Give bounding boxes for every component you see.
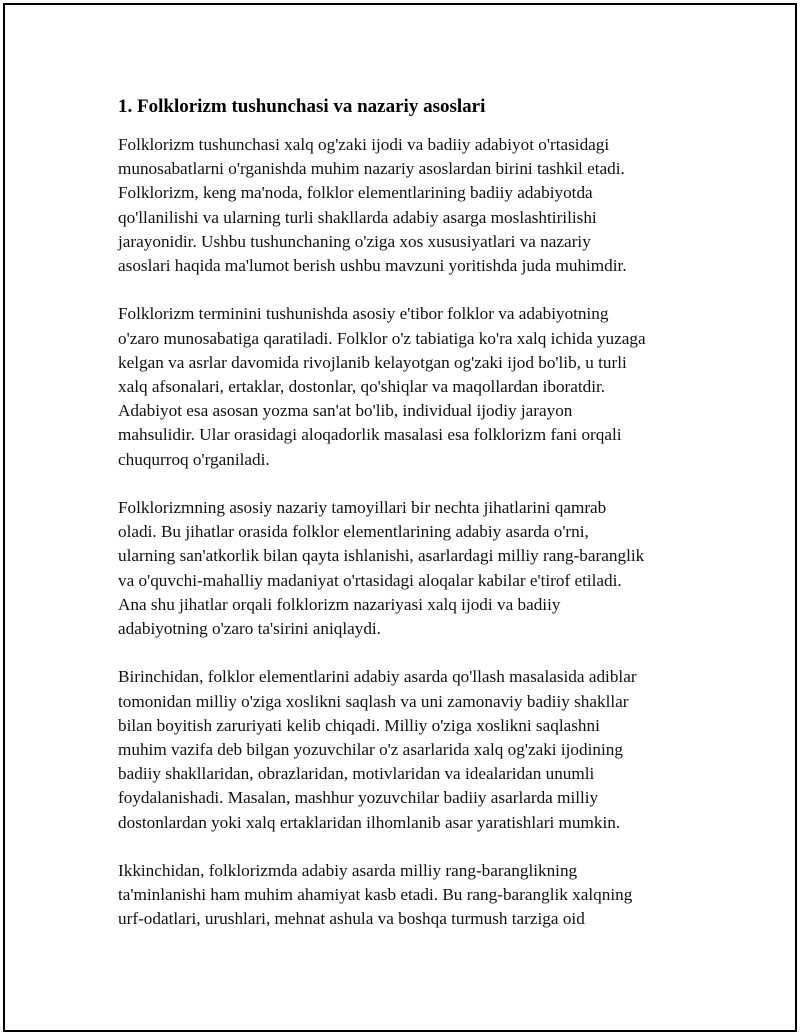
text-line: Folklorizm, keng ma'noda, folklor elementlarining badiiy adabiyotda <box>118 183 593 203</box>
text-line: adabiyotning o'zaro ta'sirini aniqlaydi. <box>118 619 381 639</box>
text-line: Ikkinchidan, folklorizmda adabiy asarda milliy rang-baranglikning <box>118 861 578 881</box>
paragraph <box>118 665 718 834</box>
text-line: qo'llanilishi va ularning turli shakllarda adabiy asarga moslashtirilishi <box>118 207 597 227</box>
text-line: muhim vazifa deb bilgan yozuvchilar o'z asarlarida xalq og'zaki ijodining <box>118 740 623 760</box>
body-text <box>118 133 718 956</box>
text-line: Birinchidan, folklor elementlarini adabiy asarda qo'llash masalasida adiblar <box>118 667 637 687</box>
text-line: asoslari haqida ma'lumot berish ushbu mavzuni yoritishda juda muhimdir. <box>118 256 627 276</box>
text-line: Folklorizm tushunchasi xalq og'zaki ijodi va badiiy adabiyot o'rtasidagi <box>118 135 610 154</box>
text-line: chuqurroq o'rganiladi. <box>118 449 270 469</box>
paragraph <box>118 302 718 471</box>
text-line: Adabiyot esa asosan yozma san'at bo'lib, individual ijodiy jarayon <box>118 401 573 421</box>
text-line: foydalanishadi. Masalan, mashhur yozuvchilar badiiy asarlarda milliy <box>118 788 599 808</box>
text-line: Folklorizmning asosiy nazariy tamoyillari bir nechta jihatlarini qamrab <box>118 498 607 518</box>
paragraph <box>118 496 718 641</box>
text-line: oladi. Bu jihatlar orasida folklor elementlarining adabiy asarda o'rni, <box>118 522 589 542</box>
text-line: dostonlardan yoki xalq ertaklaridan ilhomlanib asar yaratishlari mumkin. <box>118 812 621 832</box>
text-line: o'zaro munosabatiga qaratiladi. Folklor o'z tabiatiga ko'ra xalq ichida yuzaga <box>118 328 646 348</box>
text-line: bilan boyitish zaruriyati kelib chiqadi. Milliy o'ziga xoslikni saqlashni <box>118 715 600 735</box>
text-line: ularning san'atkorlik bilan qayta ishlanishi, asarlardagi milliy rang-baranglik <box>118 546 645 566</box>
text-line: ta'minlanishi ham muhim ahamiyat kasb etadi. Bu rang-baranglik xalqning <box>118 885 633 905</box>
text-line: munosabatlarni o'rganishda muhim nazariy asoslardan birini tashkil etadi. <box>118 159 625 179</box>
section-heading: 1. Folklorizm tushunchasi va nazariy asoslari <box>118 96 486 117</box>
paragraph <box>118 133 718 278</box>
text-line: kelgan va asrlar davomida rivojlanib kelayotgan og'zaki ijod bo'lib, u turli <box>118 352 627 372</box>
text-line: mahsulidir. Ular orasidagi aloqadorlik masalasi esa folklorizm fani orqali <box>118 425 622 445</box>
text-line: va o'quvchi-mahalliy madaniyat o'rtasidagi aloqalar kabilar e'tirof etiladi. <box>118 570 622 590</box>
text-line: Ana shu jihatlar orqali folklorizm nazariyasi xalq ijodi va badiiy <box>118 594 561 614</box>
text-line: tomonidan milliy o'ziga xoslikni saqlash va uni zamonaviy badiiy shakllar <box>118 691 629 711</box>
document-page <box>3 3 797 1032</box>
text-line: urf-odatlari, urushlari, mehnat ashula va boshqa turmush tarziga oid <box>118 909 585 929</box>
text-line: Folklorizm terminini tushunishda asosiy e'tibor folklor va adabiyotning <box>118 304 609 324</box>
paragraph <box>118 859 718 932</box>
text-line: badiiy shakllaridan, obrazlaridan, motivlaridan va idealaridan unumli <box>118 764 595 784</box>
text-line: xalq afsonalari, ertaklar, dostonlar, qo'shiqlar va maqollardan iboratdir. <box>118 377 606 397</box>
text-line: jarayonidir. Ushbu tushunchaning o'ziga xos xususiyatlari va nazariy <box>118 231 591 251</box>
